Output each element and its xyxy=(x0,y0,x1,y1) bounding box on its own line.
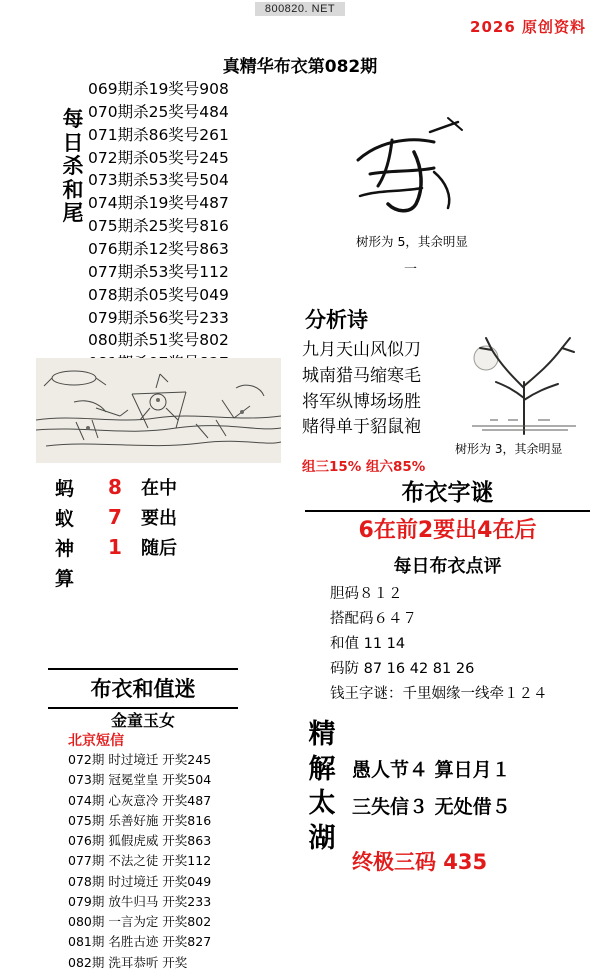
list-item: 079期杀56奖号233 xyxy=(88,308,229,327)
poem-body xyxy=(302,338,421,441)
hezhi-title: 布衣和值迷 xyxy=(48,668,238,709)
ant-text: 要出 xyxy=(141,508,177,529)
final-code-text: 终极三码 435 xyxy=(352,850,488,874)
list-item: 079期 放牛归马 开奖233 xyxy=(68,893,212,909)
list-item: 074期 心灰意冷 开奖487 xyxy=(68,792,212,808)
ant-number-table xyxy=(55,472,265,592)
list-item: 076期杀12奖号863 xyxy=(88,240,229,259)
tree-drawing xyxy=(452,330,592,440)
list-item: 069期杀19奖号908 xyxy=(88,80,229,98)
ant-label: 蚂 xyxy=(55,477,75,500)
list-item: 075期杀25奖号816 xyxy=(88,217,229,236)
list-item: 愚人节４ 算日月１ xyxy=(352,759,511,781)
poem-title: 分析诗 xyxy=(305,308,368,332)
poem-line: 将军纵博场场胜 xyxy=(302,391,421,412)
ant-number: 8 xyxy=(108,475,122,499)
list-item: 077期 不法之徒 开奖112 xyxy=(68,853,212,869)
tree-svg xyxy=(452,330,592,440)
shape-note-top: 树形为 5，其余明显 xyxy=(356,234,468,249)
list-item: 082期 洗耳恭听 开奖 xyxy=(68,954,188,970)
group-ratio-text: 组三15% 组六85% xyxy=(302,459,426,475)
ant-number: 7 xyxy=(108,505,122,529)
page-title: 真精华布衣第082期 xyxy=(222,57,378,77)
list-item: 075期 乐善好施 开奖816 xyxy=(68,812,212,828)
daily-review-title: 每日布衣点评 xyxy=(393,556,502,577)
kill-vertical-label: 每日杀和尾 xyxy=(62,107,84,226)
list-item: 搭配码６４７ xyxy=(330,610,417,627)
list-item: 071期杀86奖号261 xyxy=(88,125,229,144)
poem-line: 赌得单于貂鼠袍 xyxy=(302,417,421,438)
list-item: 和值 11 14 xyxy=(330,635,406,652)
list-item: 胆码８１２ xyxy=(330,586,403,602)
table-row xyxy=(55,532,265,562)
ant-text: 随后 xyxy=(141,538,177,559)
site-watermark: 800820. NET xyxy=(255,2,345,16)
list-item: 077期杀53奖号112 xyxy=(88,262,229,281)
dash-mark: 一 xyxy=(404,262,418,277)
riddle-answer: 6在前2要出4在后 xyxy=(358,518,537,543)
list-item: 078期杀05奖号049 xyxy=(88,285,229,304)
list-item: 080期杀51奖号802 xyxy=(88,331,229,350)
list-item: 072期杀05奖号245 xyxy=(88,148,229,167)
list-item: 078期 时过境迁 开奖049 xyxy=(68,873,212,889)
ant-illustration-svg xyxy=(36,358,281,463)
ant-text: 在中 xyxy=(141,478,177,499)
list-item: 072期 时过境迁 开奖245 xyxy=(68,752,212,767)
list-item: 080期 一言为定 开奖802 xyxy=(68,914,212,929)
hezhi-subtitle: 金童玉女 xyxy=(110,711,175,730)
list-item: 073期杀53奖号504 xyxy=(88,171,229,190)
beijing-sms-label: 北京短信 xyxy=(68,733,124,749)
taihu-lines xyxy=(352,752,511,826)
poem-line: 九月天山风似刀 xyxy=(302,340,421,360)
list-item: 070期杀25奖号484 xyxy=(88,102,229,121)
table-row xyxy=(55,502,265,532)
beijing-sms-list xyxy=(68,750,278,973)
list-item: 076期 狐假虎威 开奖863 xyxy=(68,833,212,848)
taihu-vertical-label: 精解太湖 xyxy=(308,719,336,854)
stats-list xyxy=(330,582,548,707)
list-item: 073期 冠冕堂皇 开奖504 xyxy=(68,772,212,788)
ant-label: 蚁 xyxy=(55,507,75,530)
calligraphy-brush-drawing xyxy=(330,112,490,222)
poem-line: 城南猎马缩寒毛 xyxy=(302,365,421,386)
ant-label: 神 xyxy=(55,537,75,560)
ant-illustration xyxy=(36,358,281,463)
list-item: 081期 名胜古迹 开奖827 xyxy=(68,934,212,950)
ant-number: 1 xyxy=(108,535,122,559)
list-item: 三失信３ 无处借５ xyxy=(352,796,511,819)
shape-note-bottom: 树形为 3，其余明显 xyxy=(455,442,563,456)
list-item: 钱王字谜：千里姻缘一线牵１２４ xyxy=(330,685,548,702)
riddle-title: 布衣字谜 xyxy=(305,474,590,512)
table-row xyxy=(55,472,265,502)
ant-label: 算 xyxy=(55,567,75,590)
table-row xyxy=(55,562,265,592)
kill-rows xyxy=(88,78,229,398)
list-item: 码防 87 16 42 81 26 xyxy=(330,660,475,677)
brand-text: 2026 原创资料 xyxy=(470,18,586,36)
calligraphy-svg xyxy=(330,112,490,222)
list-item: 074期杀19奖号487 xyxy=(88,194,229,213)
